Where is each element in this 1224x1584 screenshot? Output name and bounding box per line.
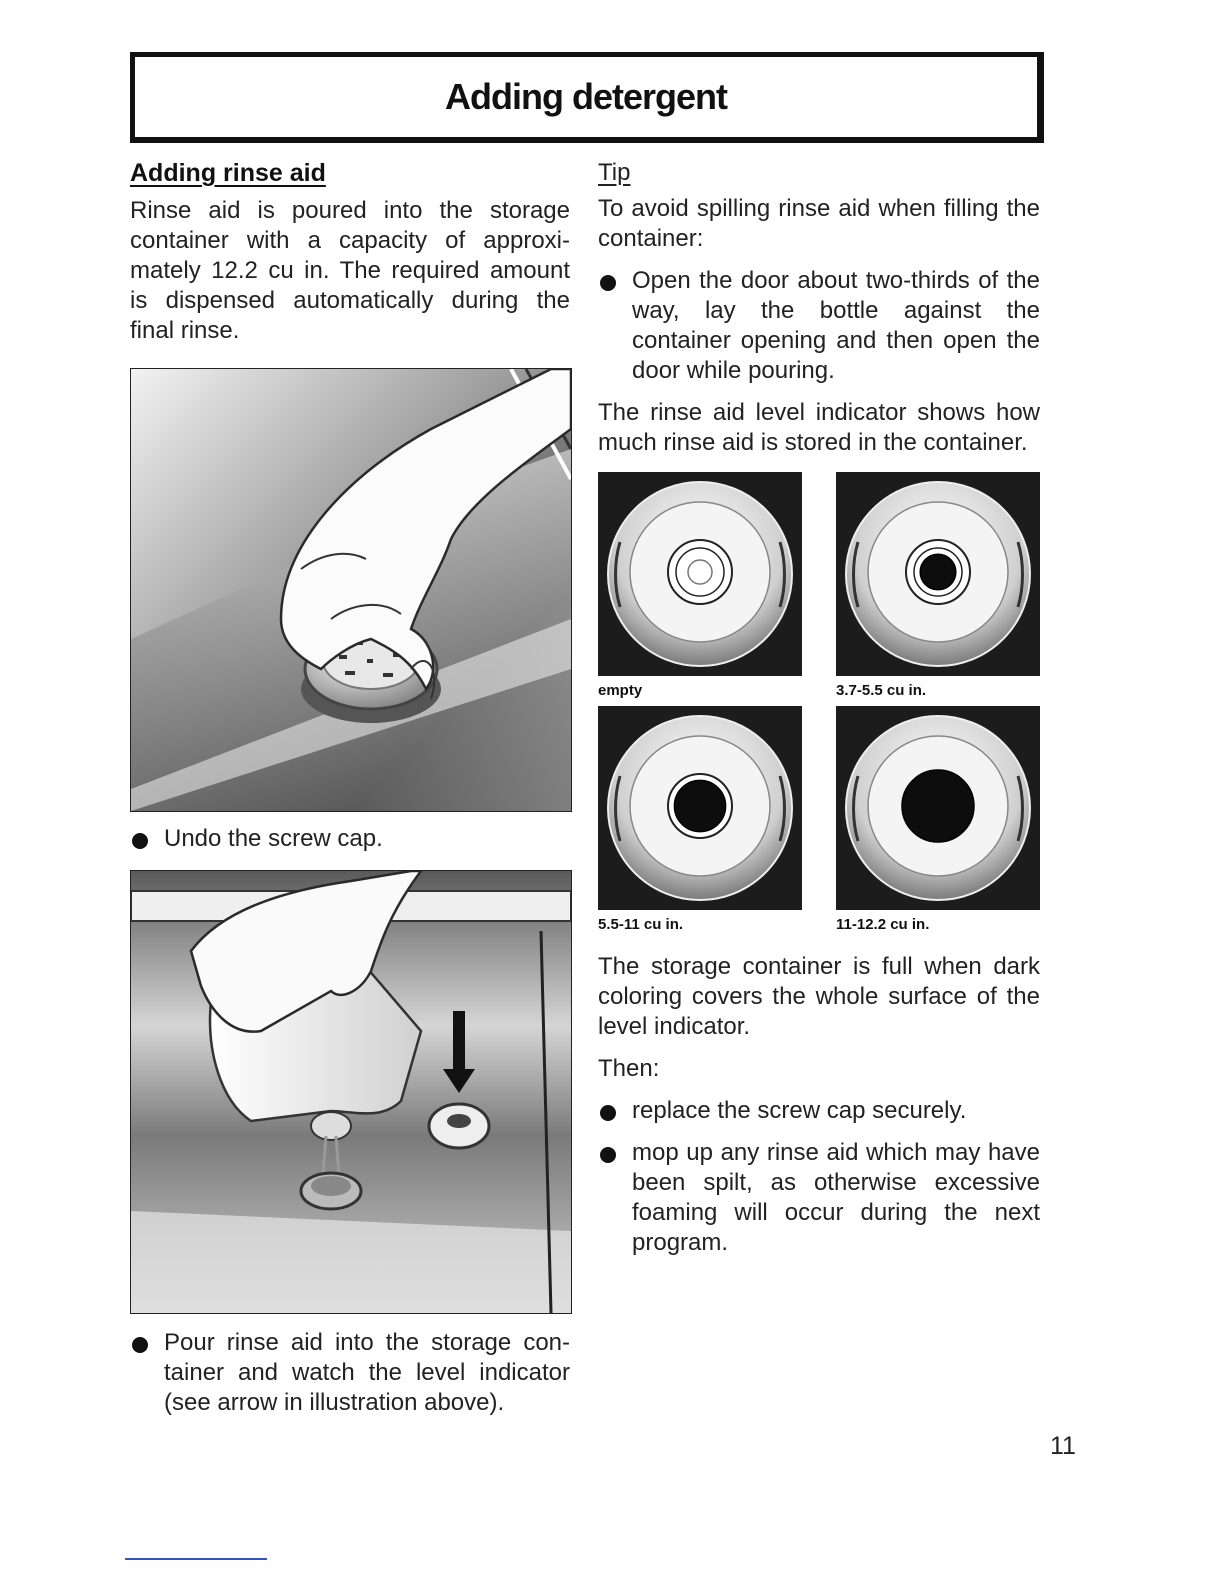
step-undo-screw-cap: Undo the screw cap.: [130, 824, 570, 854]
then-label: Then:: [598, 1055, 660, 1082]
screw-cap-photo: [130, 368, 572, 812]
step-pour-rinse-aid: Pour rinse aid into the storage con-tainer and watch the level indicator (see arrow in illustration above).: [130, 1328, 570, 1418]
level-indicator-full: [836, 706, 1040, 910]
bullet-replace-cap: replace the screw cap securely.: [598, 1096, 1040, 1126]
level-cell-half: [598, 706, 802, 934]
indicator-fill-dot: [902, 770, 974, 842]
level-caption: 3.7-5.5 cu in.: [836, 682, 927, 699]
level-cell-full: [836, 706, 1040, 934]
indicator-fill-dot: [674, 780, 725, 831]
level-caption: 5.5-11 cu in.: [598, 916, 684, 933]
page-number: 11: [1050, 1432, 1076, 1460]
pour-rinse-aid-photo: [130, 870, 572, 1314]
level-cell-quarter: [836, 472, 1040, 700]
tip-bullet-open-door: Open the door about two-thirds of the way, lay the bottle against the container opening and then open the door while pouring.: [598, 266, 1040, 386]
intro-paragraph: Rinse aid is poured into the storage container with a capacity of approxi-mately 12.2 cu in. The required amount is dispensed automatically during the final rinse.: [130, 197, 570, 344]
tip-heading: Tip: [598, 159, 631, 186]
page-title-box: [130, 52, 1044, 143]
bullet-mop-up: mop up any rinse aid which may have been spilt, as otherwise excessive foaming will occur during the next program.: [598, 1138, 1040, 1258]
full-container-paragraph: The storage container is full when dark coloring covers the whole surface of the level indicator.: [598, 953, 1040, 1040]
footer-rule: [125, 1558, 267, 1560]
level-caption: empty: [598, 682, 643, 699]
section-heading-rinse-aid: Adding rinse aid: [130, 159, 326, 187]
indicator-fill-dot: [688, 560, 712, 584]
left-column: [130, 156, 570, 1418]
level-indicator-half: [598, 706, 802, 910]
tip-paragraph: To avoid spilling rinse aid when filling the container:: [598, 195, 1040, 252]
level-caption: 11-12.2 cu in.: [836, 916, 930, 933]
level-indicator-quarter: [836, 472, 1040, 676]
level-cell-empty: [598, 472, 802, 700]
indicator-paragraph: The rinse aid level indicator shows how much rinse aid is stored in the container.: [598, 399, 1040, 456]
page-title: Adding detergent: [445, 76, 727, 117]
level-indicator-empty: [598, 472, 802, 676]
level-indicator-grid: [598, 472, 1040, 934]
right-column: [598, 156, 1040, 1258]
indicator-fill-dot: [920, 554, 956, 590]
